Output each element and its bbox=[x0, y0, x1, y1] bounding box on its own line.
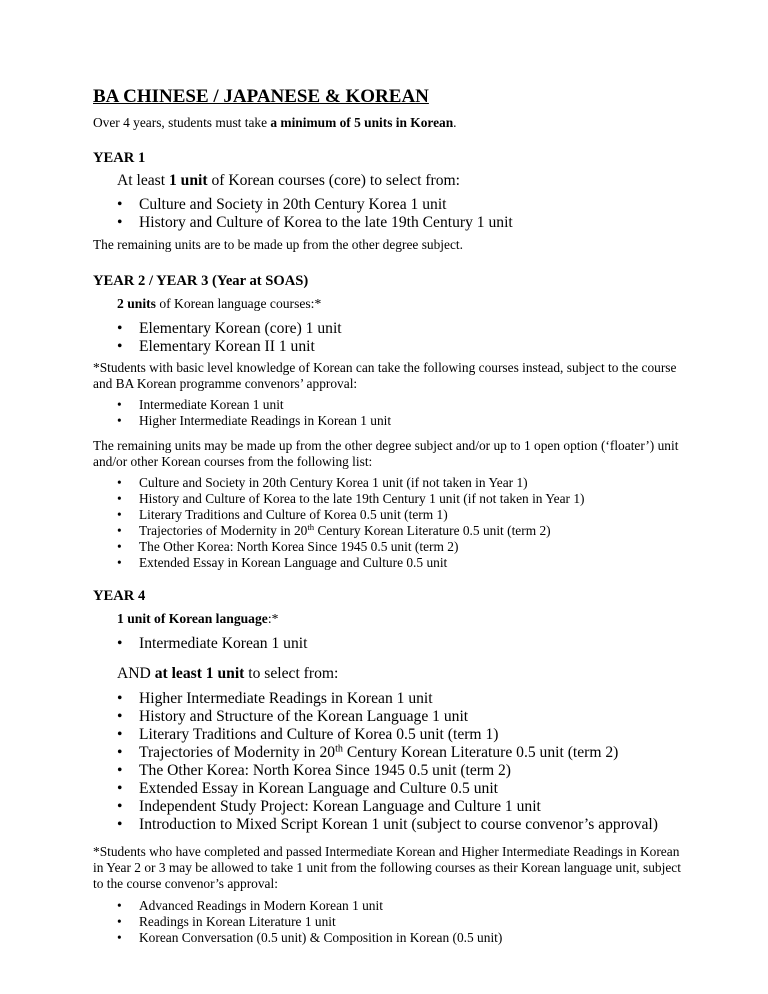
list-item: • Advanced Readings in Modern Korean 1 unit bbox=[93, 898, 502, 914]
page-title: BA CHINESE / JAPANESE & KOREAN bbox=[93, 86, 429, 107]
list-item: • Elementary Korean II 1 unit bbox=[93, 338, 342, 356]
list-item: • Trajectories of Modernity in 20th Century Korean Literature 0.5 unit (term 2) bbox=[93, 744, 658, 762]
year23-note2: The remaining units may be made up from the other degree subject and/or up to 1 open option (‘floater’) unit and/or other Korean courses from the following list: bbox=[93, 438, 679, 469]
year1-note: The remaining units are to be made up from the other degree subject. bbox=[93, 237, 463, 252]
list-item: • Culture and Society in 20th Century Korea 1 unit bbox=[93, 196, 513, 214]
list-item: • Intermediate Korean 1 unit bbox=[93, 635, 307, 653]
list-item: • Literary Traditions and Culture of Korea 0.5 unit (term 1) bbox=[93, 507, 585, 523]
year1-lead: At least 1 unit of Korean courses (core) to select from: bbox=[117, 172, 460, 189]
list-item: • The Other Korea: North Korea Since 1945 0.5 unit (term 2) bbox=[93, 539, 585, 555]
year23-heading: YEAR 2 / YEAR 3 (Year at SOAS) bbox=[93, 273, 309, 289]
list-item: • Extended Essay in Korean Language and Culture 0.5 unit bbox=[93, 555, 585, 571]
list-item: • Higher Intermediate Readings in Korean 1 unit bbox=[93, 690, 658, 708]
list-item: • Intermediate Korean 1 unit bbox=[93, 397, 391, 413]
year4-note: *Students who have completed and passed Intermediate Korean and Higher Intermediate Readings in Korean in Year 2 or 3 may be allowed to take 1 unit from the following courses as their Korean language unit, subject to the course convenor’s approval: bbox=[93, 844, 681, 891]
list-item: • Extended Essay in Korean Language and Culture 0.5 unit bbox=[93, 780, 658, 798]
list-item: • Introduction to Mixed Script Korean 1 unit (subject to course convenor’s approval) bbox=[93, 816, 658, 834]
year1-list bbox=[93, 196, 513, 232]
year23-note1: *Students with basic level knowledge of Korean can take the following courses instead, subject to the course and BA Korean programme convenors’ approval: bbox=[93, 360, 677, 391]
list-item: • Literary Traditions and Culture of Korea 0.5 unit (term 1) bbox=[93, 726, 658, 744]
year4-lead: 1 unit of Korean language:* bbox=[117, 611, 279, 626]
intro-text: Over 4 years, students must take a minimum of 5 units in Korean. bbox=[93, 115, 457, 130]
list-item: • Culture and Society in 20th Century Korea 1 unit (if not taken in Year 1) bbox=[93, 475, 585, 491]
year4-adv-list bbox=[93, 898, 502, 946]
list-item: • History and Structure of the Korean Language 1 unit bbox=[93, 708, 658, 726]
list-item: • History and Culture of Korea to the late 19th Century 1 unit bbox=[93, 214, 513, 232]
year23-lead: 2 units of Korean language courses:* bbox=[117, 296, 322, 311]
year4-select-list bbox=[93, 690, 658, 834]
year1-heading: YEAR 1 bbox=[93, 150, 146, 166]
year4-and-lead: AND at least 1 unit to select from: bbox=[117, 665, 339, 682]
year23-list bbox=[93, 320, 342, 356]
year4-list bbox=[93, 635, 307, 653]
list-item: • Trajectories of Modernity in 20th Century Korean Literature 0.5 unit (term 2) bbox=[93, 523, 585, 539]
list-item: • Higher Intermediate Readings in Korean 1 unit bbox=[93, 413, 391, 429]
list-item: • Readings in Korean Literature 1 unit bbox=[93, 914, 502, 930]
list-item: • Elementary Korean (core) 1 unit bbox=[93, 320, 342, 338]
year4-heading: YEAR 4 bbox=[93, 588, 146, 604]
year23-option-list bbox=[93, 475, 585, 571]
list-item: • Korean Conversation (0.5 unit) & Composition in Korean (0.5 unit) bbox=[93, 930, 502, 946]
list-item: • The Other Korea: North Korea Since 1945 0.5 unit (term 2) bbox=[93, 762, 658, 780]
year23-alt-list bbox=[93, 397, 391, 429]
list-item: • Independent Study Project: Korean Language and Culture 1 unit bbox=[93, 798, 658, 816]
list-item: • History and Culture of Korea to the late 19th Century 1 unit (if not taken in Year 1) bbox=[93, 491, 585, 507]
